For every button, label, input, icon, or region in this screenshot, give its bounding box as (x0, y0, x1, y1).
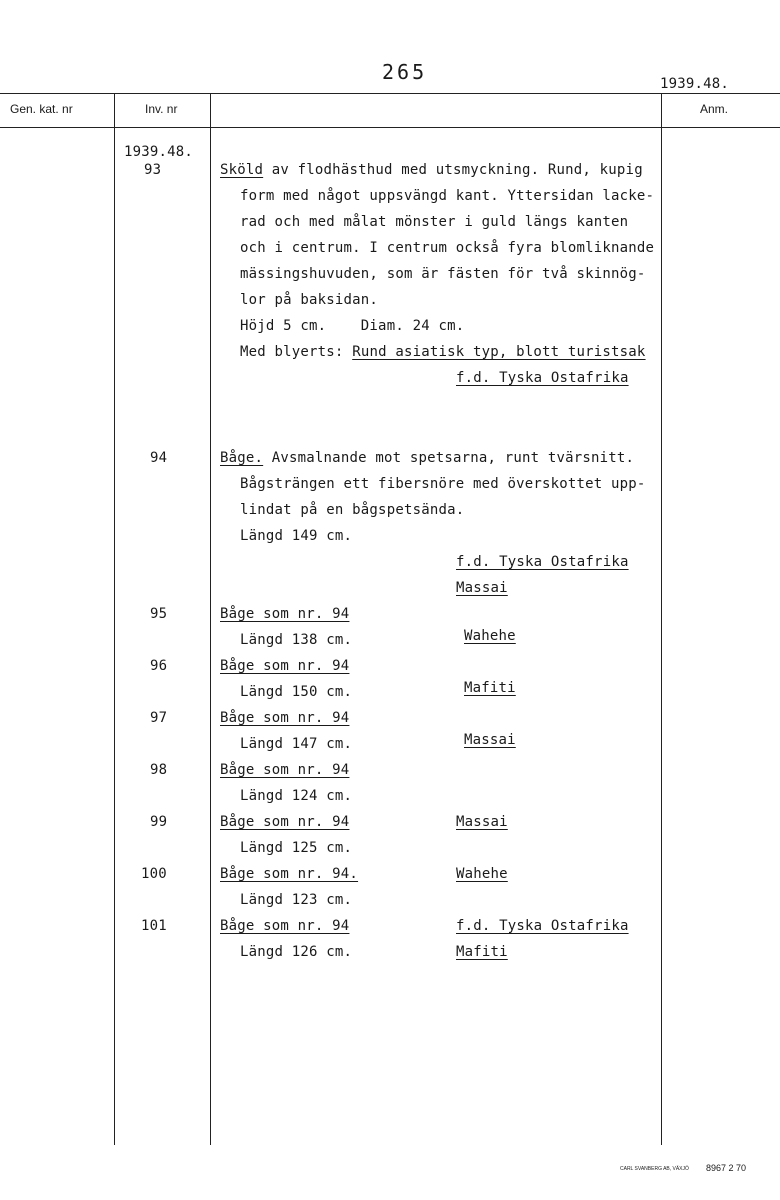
entry-100-tribe: Wahehe (456, 866, 508, 882)
entry-93-line-4: och i centrum. I centrum också fyra blomliknande (240, 240, 655, 256)
entry-98-length: Längd 124 cm. (240, 788, 353, 804)
column-divider-inv-desc (210, 93, 211, 1145)
entry-100-length: Längd 123 cm. (240, 892, 353, 908)
entry-96-tribe: Mafiti (464, 680, 516, 696)
entry-93-number: 93 (144, 162, 162, 178)
printer-imprint: CARL SVANBERG AB, VÄXJÖ (620, 1166, 689, 1172)
entry-101-tribe: Mafiti (456, 944, 508, 960)
entry-93-pencil-note-text: Rund asiatisk typ, blott turistsak (352, 344, 646, 360)
entry-94-number: 94 (150, 450, 168, 466)
entry-94-line-3: lindat på en bågspetsända. (240, 502, 465, 518)
entry-93-pencil-note: Med blyerts: Rund asiatisk typ, blott turistsak (240, 344, 646, 360)
entry-95-title: Båge som nr. 94 (220, 606, 350, 622)
entry-93-line-1: Sköld av flodhästhud med utsmyckning. Rund, kupig (220, 162, 643, 178)
entry-101-number: 101 (141, 918, 167, 934)
entry-98-number: 98 (150, 762, 168, 778)
entry-94-title: Båge. (220, 450, 264, 466)
entry-96-number: 96 (150, 658, 168, 674)
entry-93-line-3: rad och med målat mönster i guld längs kanten (240, 214, 629, 230)
entry-93-origin: f.d. Tyska Ostafrika (456, 370, 629, 386)
entry-96-length: Längd 150 cm. (240, 684, 353, 700)
entry-97-title: Båge som nr. 94 (220, 710, 350, 726)
entry-95-tribe: Wahehe (464, 628, 516, 644)
entry-99-number: 99 (150, 814, 168, 830)
entry-94-line-2: Bågsträngen ett fibersnöre med överskottet upp- (240, 476, 646, 492)
entry-94-tribe: Massai (456, 580, 508, 596)
form-code: 8967 2 70 (706, 1163, 747, 1173)
entry-94-origin: f.d. Tyska Ostafrika (456, 554, 629, 570)
entry-97-length: Längd 147 cm. (240, 736, 353, 752)
entry-95-length: Längd 138 cm. (240, 632, 353, 648)
entry-97-tribe: Massai (464, 732, 516, 748)
entry-101-length: Längd 126 cm. (240, 944, 353, 960)
entry-101-title: Båge som nr. 94 (220, 918, 350, 934)
entry-93-line-5: mässingshuvuden, som är fästen för två skinnög- (240, 266, 646, 282)
entry-93-line-6: lor på baksidan. (240, 292, 379, 308)
page-number: 265 (382, 60, 428, 84)
entry-98-title: Båge som nr. 94 (220, 762, 350, 778)
column-header-inv: Inv. nr (145, 102, 178, 116)
entry-101-origin: f.d. Tyska Ostafrika (456, 918, 629, 934)
entry-95-number: 95 (150, 606, 168, 622)
entry-94-length: Längd 149 cm. (240, 528, 353, 544)
entry-93-title: Sköld (220, 162, 264, 178)
column-divider-desc-anm (661, 93, 662, 1145)
entry-94-line-1: Båge. Avsmalnande mot spetsarna, runt tvärsnitt. (220, 450, 635, 466)
entry-100-title: Båge som nr. 94. (220, 866, 359, 882)
header-bottom-rule (0, 127, 780, 128)
header-rule (0, 93, 780, 94)
entry-93-year: 1939.48. (124, 144, 194, 160)
column-divider-gen-inv (114, 93, 115, 1145)
entry-99-title: Båge som nr. 94 (220, 814, 350, 830)
catalog-year: 1939.48. (660, 76, 730, 92)
entry-97-number: 97 (150, 710, 168, 726)
entry-96-title: Båge som nr. 94 (220, 658, 350, 674)
entry-99-tribe: Massai (456, 814, 508, 830)
entry-100-number: 100 (141, 866, 167, 882)
entry-93-dimensions: Höjd 5 cm. Diam. 24 cm. (240, 318, 465, 334)
entry-93-line-2: form med något uppsvängd kant. Yttersidan lacke- (240, 188, 655, 204)
entry-99-length: Längd 125 cm. (240, 840, 353, 856)
column-header-anm: Anm. (700, 102, 729, 116)
column-header-gen-kat: Gen. kat. nr (10, 102, 73, 116)
